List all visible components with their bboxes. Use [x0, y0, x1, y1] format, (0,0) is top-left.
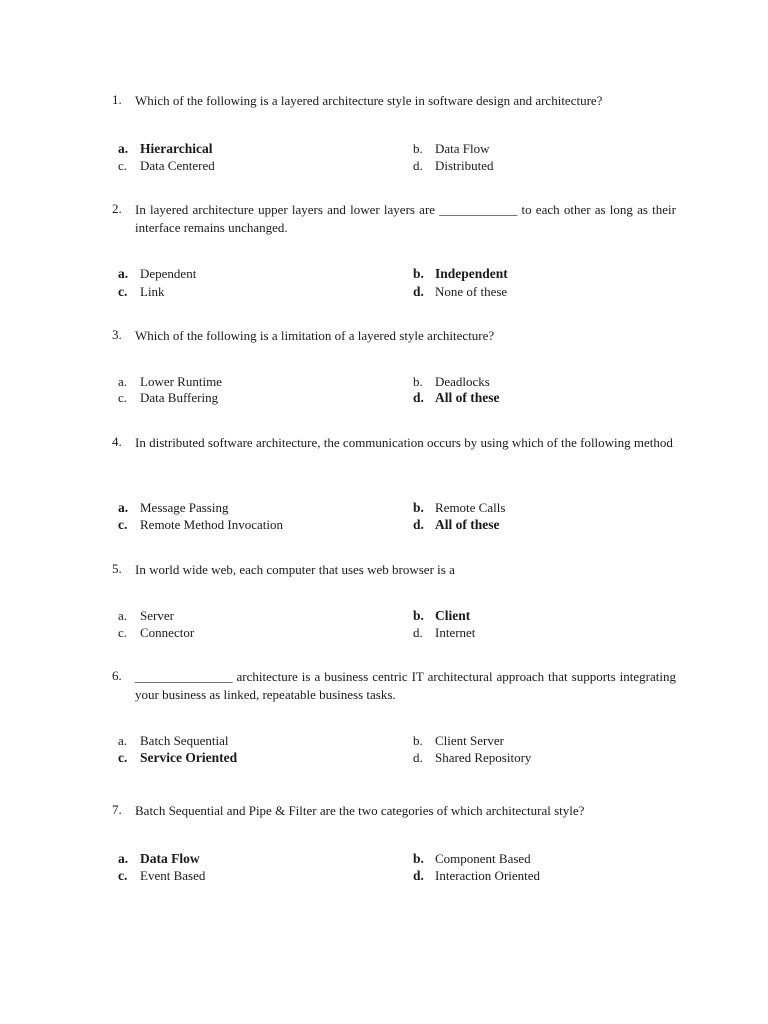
option-letter: d. — [413, 158, 423, 173]
option-letter: d. — [413, 284, 424, 299]
option-label: Batch Sequential — [140, 733, 229, 748]
option-letter: a. — [118, 374, 128, 389]
question-text: Batch Sequential and Pipe & Filter are the two categories of which architectural style? — [135, 803, 585, 818]
question-text: In world wide web, each computer that uses web browser is a — [135, 562, 455, 577]
option-letter: d. — [413, 517, 424, 532]
question-number: 3. — [112, 327, 122, 342]
option-letter: a. — [118, 500, 129, 515]
option-letter: b. — [413, 266, 424, 281]
option-label: Hierarchical — [140, 141, 213, 156]
question-text: In layered architecture upper layers and lower layers are ____________ to each other as long as their interface remains unchanged. — [135, 202, 676, 235]
option-letter: a. — [118, 141, 129, 156]
question-text: Which of the following is a layered architecture style in software design and architecture? — [135, 93, 603, 108]
option-label: All of these — [435, 390, 500, 405]
option-label: Client — [435, 608, 471, 623]
option-label: Service Oriented — [140, 750, 238, 765]
option-label: Component Based — [435, 851, 531, 866]
question-number: 1. — [112, 92, 122, 107]
option-letter: d. — [413, 390, 424, 405]
option-letter: b. — [413, 374, 423, 389]
option-label: Remote Method Invocation — [140, 517, 283, 532]
option-label: Event Based — [140, 868, 206, 883]
option-letter: c. — [118, 868, 128, 883]
option-label: Dependent — [140, 266, 197, 281]
option-letter: c. — [118, 390, 128, 405]
option-label: Lower Runtime — [140, 374, 222, 389]
question-number: 5. — [112, 561, 122, 576]
option-label: Data Centered — [140, 158, 215, 173]
option-label: Message Passing — [140, 500, 229, 515]
option-letter: c. — [118, 750, 128, 765]
option-letter: b. — [413, 500, 424, 515]
option-letter: d. — [413, 750, 423, 765]
option-letter: c. — [118, 158, 128, 173]
option-label: Internet — [435, 625, 476, 640]
question-text: In distributed software architecture, the communication occurs by using which of the following method — [135, 435, 673, 450]
option-letter: d. — [413, 868, 424, 883]
option-label: Link — [140, 284, 165, 299]
option-label: Distributed — [435, 158, 494, 173]
option-letter: a. — [118, 851, 129, 866]
option-letter: b. — [413, 141, 423, 156]
option-letter: b. — [413, 851, 424, 866]
option-letter: c. — [118, 284, 128, 299]
question-number: 6. — [112, 668, 122, 683]
option-letter: b. — [413, 608, 424, 623]
option-label: Remote Calls — [435, 500, 506, 515]
option-label: Client Server — [435, 733, 504, 748]
question-text: _______________ architecture is a business centric IT architectural approach that supports integrating your business as linked, repeatable business tasks. — [135, 669, 676, 702]
option-label: Interaction Oriented — [435, 868, 541, 883]
option-label: All of these — [435, 517, 500, 532]
option-letter: a. — [118, 266, 129, 281]
option-letter: b. — [413, 733, 423, 748]
option-label: Shared Repository — [435, 750, 532, 765]
option-letter: a. — [118, 608, 128, 623]
option-label: Server — [140, 608, 174, 623]
option-label: Connector — [140, 625, 195, 640]
option-label: Data Flow — [140, 851, 200, 866]
option-letter: a. — [118, 733, 128, 748]
question-number: 2. — [112, 201, 122, 216]
option-label: Data Flow — [435, 141, 490, 156]
option-letter: c. — [118, 625, 128, 640]
option-letter: c. — [118, 517, 128, 532]
question-text: Which of the following is a limitation of a layered style architecture? — [135, 328, 495, 343]
question-number: 7. — [112, 802, 122, 817]
option-label: None of these — [435, 284, 508, 299]
option-label: Deadlocks — [435, 374, 490, 389]
option-label: Data Buffering — [140, 390, 219, 405]
option-letter: d. — [413, 625, 423, 640]
question-number: 4. — [112, 434, 122, 449]
option-label: Independent — [435, 266, 508, 281]
